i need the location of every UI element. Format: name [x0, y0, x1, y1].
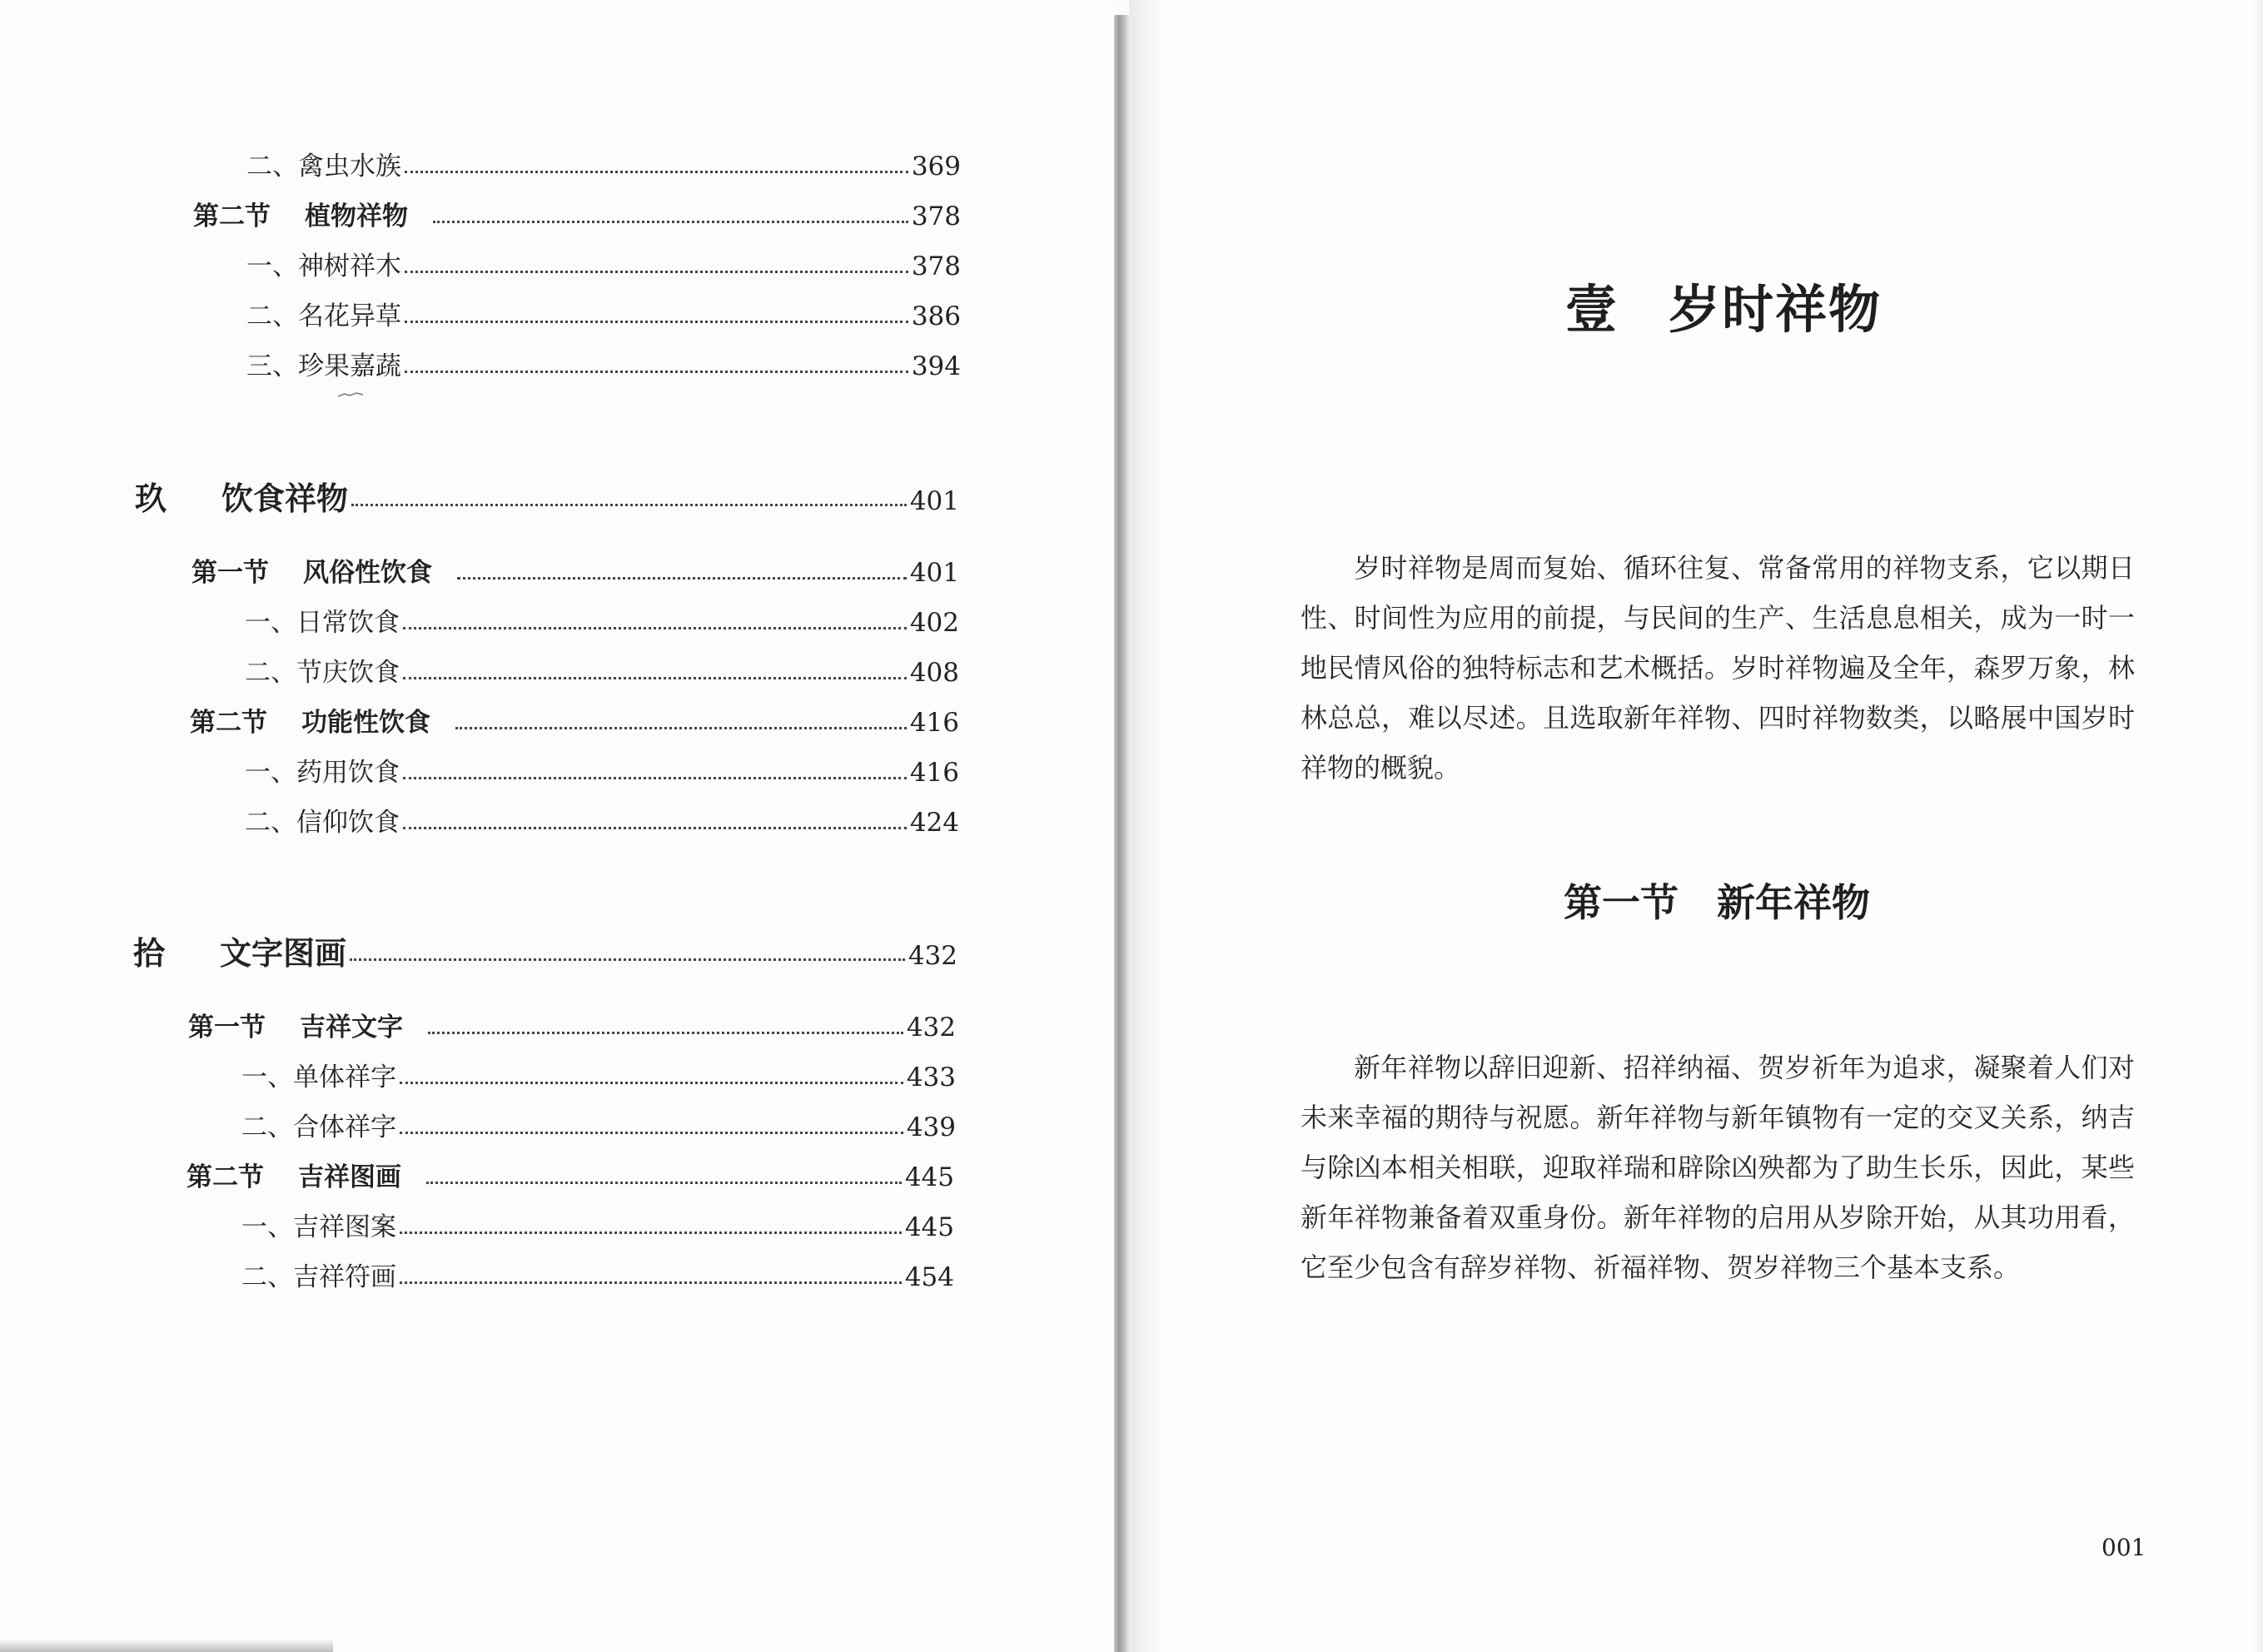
toc-item: [241, 1211, 954, 1244]
toc-leader-dots: [405, 171, 908, 173]
section-title: 新年祥物: [1717, 880, 1870, 925]
toc-page-number: 408: [909, 658, 959, 688]
toc-page-number: 402: [909, 608, 959, 638]
toc-chapter-number: 拾: [133, 934, 166, 972]
toc-page-number: 433: [906, 1062, 956, 1092]
toc-section-number: 第二节: [193, 202, 271, 231]
right-page: [1129, 0, 2263, 1652]
toc-section-number: 第一节: [191, 558, 269, 588]
toc-leader-dots: [403, 677, 907, 679]
toc-section-label: 风俗性饮食: [303, 558, 432, 588]
toc-item-label: 二、吉祥符画: [241, 1262, 396, 1292]
toc-item-label: 一、单体祥字: [241, 1062, 396, 1092]
chapter-number: 壹: [1565, 279, 1619, 340]
toc-section: [188, 1011, 956, 1044]
chapter-title: 岁时祥物: [1669, 279, 1883, 340]
toc-page-number: 454: [904, 1262, 954, 1292]
toc-page-number: 445: [904, 1212, 954, 1242]
toc-section-label: 吉祥文字: [300, 1013, 403, 1042]
toc-item-label: 一、吉祥图案: [241, 1212, 396, 1242]
toc-page-number: 378: [911, 202, 961, 231]
gutter-shadow: [1129, 0, 1162, 1652]
toc-section-label: 吉祥图画: [298, 1162, 401, 1192]
left-page: [0, 0, 1114, 1652]
toc-page-number: 386: [911, 301, 961, 331]
toc-section-number: 第二节: [190, 708, 267, 738]
intro-paragraph: 岁时祥物是周而复始、循环往复、常备常用的祥物支系，它以期日性、时间性为应用的前提，与民间的生产、生活息息相关，成为一时一地民情风俗的独特标志和艺术概括。岁时祥物遍及全年，森罗万象，林林总总，难以尽述。且选取新年祥物、四时祥物数类，以略展中国岁时祥物的概貌。: [1301, 552, 2135, 784]
toc-page-number: 445: [904, 1162, 954, 1192]
toc-item: [246, 150, 961, 183]
toc-section: [187, 1161, 954, 1194]
toc-item: [246, 300, 961, 333]
toc-item-label: 一、药用饮食: [245, 758, 400, 788]
toc-leader-dots: [350, 958, 905, 961]
toc-chapter-label: 饮食祥物: [221, 480, 349, 517]
toc-page-number: 416: [909, 758, 959, 788]
toc-leader-dots: [457, 577, 907, 580]
toc-section: [191, 556, 959, 590]
toc-page-number: 394: [911, 351, 961, 381]
toc-item-label: 二、名花异草: [246, 301, 401, 331]
toc-page-number: 378: [911, 251, 961, 281]
toc-chapter: [135, 480, 959, 520]
toc-leader-dots: [403, 777, 907, 779]
toc-item: [246, 350, 961, 383]
section-number: 第一节: [1564, 880, 1679, 925]
section-paragraph: 新年祥物以辞旧迎新、招祥纳福、贺岁祈年为追求，凝聚着人们对未来幸福的期待与祝愿。新年祥物与新年镇物有一定的交叉关系，纳吉与除凶本相关相联，迎取祥瑞和辟除凶殃都为了助生长乐，因此，某些新年祥物兼备着双重身份。新年祥物的启用从岁除开始，从其功用看，它至少包含有辞岁祥物、祈福祥物、贺岁祥物三个基本支系。: [1301, 1052, 2135, 1283]
toc-item: [245, 756, 959, 789]
toc-leader-dots: [405, 371, 908, 373]
toc-item: [245, 656, 959, 689]
toc-leader-dots: [428, 1032, 903, 1034]
toc-page-number: 401: [909, 558, 959, 588]
toc-section-number: 第二节: [187, 1162, 264, 1192]
toc-page-number: 432: [906, 1013, 956, 1042]
toc-section: [190, 706, 959, 739]
toc-item-label: 二、禽虫水族: [246, 152, 401, 182]
chapter-heading: [1565, 268, 1882, 342]
toc-leader-dots: [405, 271, 908, 273]
toc-chapter: [133, 934, 957, 975]
toc-item-label: 二、节庆饮食: [245, 658, 400, 688]
toc-item: [245, 806, 959, 839]
toc-leader-dots: [403, 627, 907, 629]
page-edge-shadow: [2251, 0, 2263, 1652]
toc-page-number: 401: [909, 486, 959, 516]
toc-leader-dots: [433, 221, 908, 223]
toc-item: [245, 606, 959, 639]
section-heading: [1564, 873, 1870, 928]
book-spine: [1114, 15, 1129, 1652]
ink-smudge: [336, 391, 365, 398]
toc-page-number: 432: [908, 941, 957, 971]
toc-leader-dots: [400, 1281, 902, 1284]
toc-item: [241, 1111, 956, 1144]
page-number: 001: [2101, 1534, 2146, 1561]
toc-item-label: 三、珍果嘉蔬: [246, 351, 401, 381]
toc-leader-dots: [455, 727, 907, 729]
toc-leader-dots: [405, 321, 908, 323]
toc-leader-dots: [400, 1082, 903, 1084]
toc-item-label: 二、合体祥字: [241, 1112, 396, 1142]
toc-chapter-number: 玖: [135, 480, 167, 517]
toc-item: [241, 1061, 956, 1094]
toc-item: [241, 1261, 954, 1294]
toc-section-label: 功能性饮食: [301, 708, 430, 738]
toc-leader-dots: [403, 827, 907, 829]
toc-item: [246, 250, 961, 283]
toc-page-number: 424: [909, 808, 959, 838]
toc-page-number: 439: [906, 1112, 956, 1142]
toc-page-number: 369: [911, 152, 961, 182]
toc-leader-dots: [400, 1132, 903, 1134]
toc-leader-dots: [351, 504, 907, 506]
toc-leader-dots: [426, 1182, 902, 1184]
toc-section-number: 第一节: [188, 1013, 266, 1042]
scan-edge-shadow: [0, 1639, 333, 1652]
toc-item-label: 一、神树祥木: [246, 251, 401, 281]
toc-page-number: 416: [909, 708, 959, 738]
toc-section: [193, 200, 961, 233]
toc-chapter-label: 文字图画: [220, 934, 347, 972]
toc-item-label: 一、日常饮食: [245, 608, 400, 638]
toc-section-label: 植物祥物: [305, 202, 408, 231]
toc-leader-dots: [400, 1232, 902, 1234]
toc-item-label: 二、信仰饮食: [245, 808, 400, 838]
